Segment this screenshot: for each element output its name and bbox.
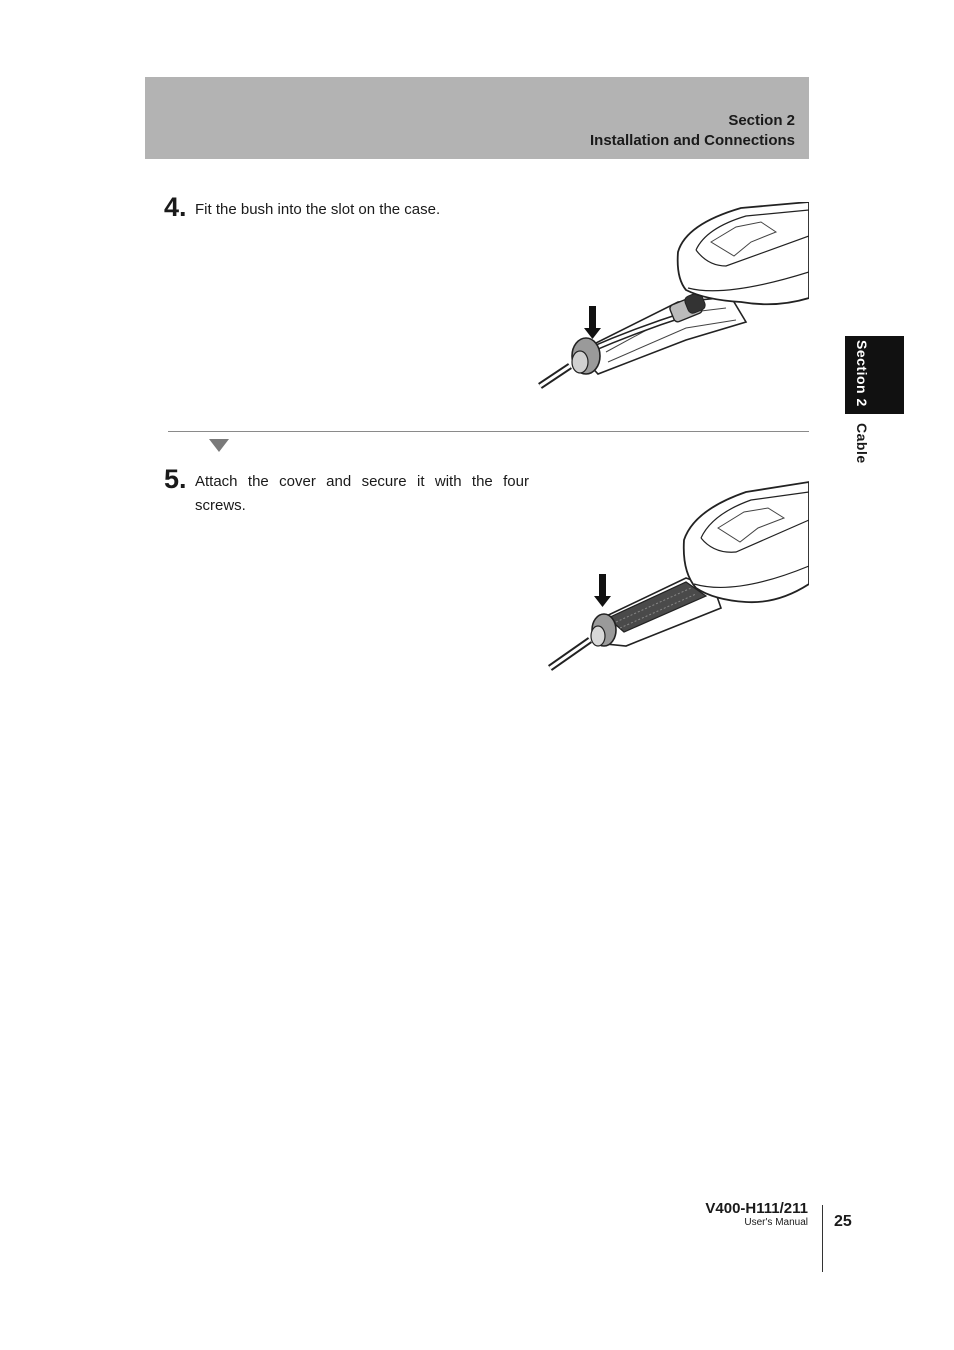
section-header-band (145, 77, 809, 159)
step-divider (168, 431, 809, 432)
header-section-title: Installation and Connections (589, 131, 795, 149)
step-4-number: 4. (164, 192, 187, 222)
step-5-text: Attach the cover and secure it with the four screws. (195, 473, 529, 514)
footer-model-number: V400-H111/211 (705, 1200, 808, 1217)
reader-cover-illustration (546, 480, 809, 672)
page-number: 25 (834, 1213, 852, 1230)
footer-divider (822, 1205, 823, 1272)
header-section-label: Section 2 (728, 112, 795, 129)
side-tab-topic-label: Cable (854, 423, 870, 464)
step-4-text: Fit the bush into the slot on the case. (195, 201, 441, 218)
section-header-text (590, 111, 795, 150)
reader-bush-illustration (536, 202, 809, 392)
step-5-number: 5. (164, 464, 187, 494)
footer-manual-label: User's Manual (744, 1217, 808, 1228)
side-tab-section-label: Section 2 (854, 340, 870, 407)
next-step-triangle-icon (209, 439, 229, 452)
